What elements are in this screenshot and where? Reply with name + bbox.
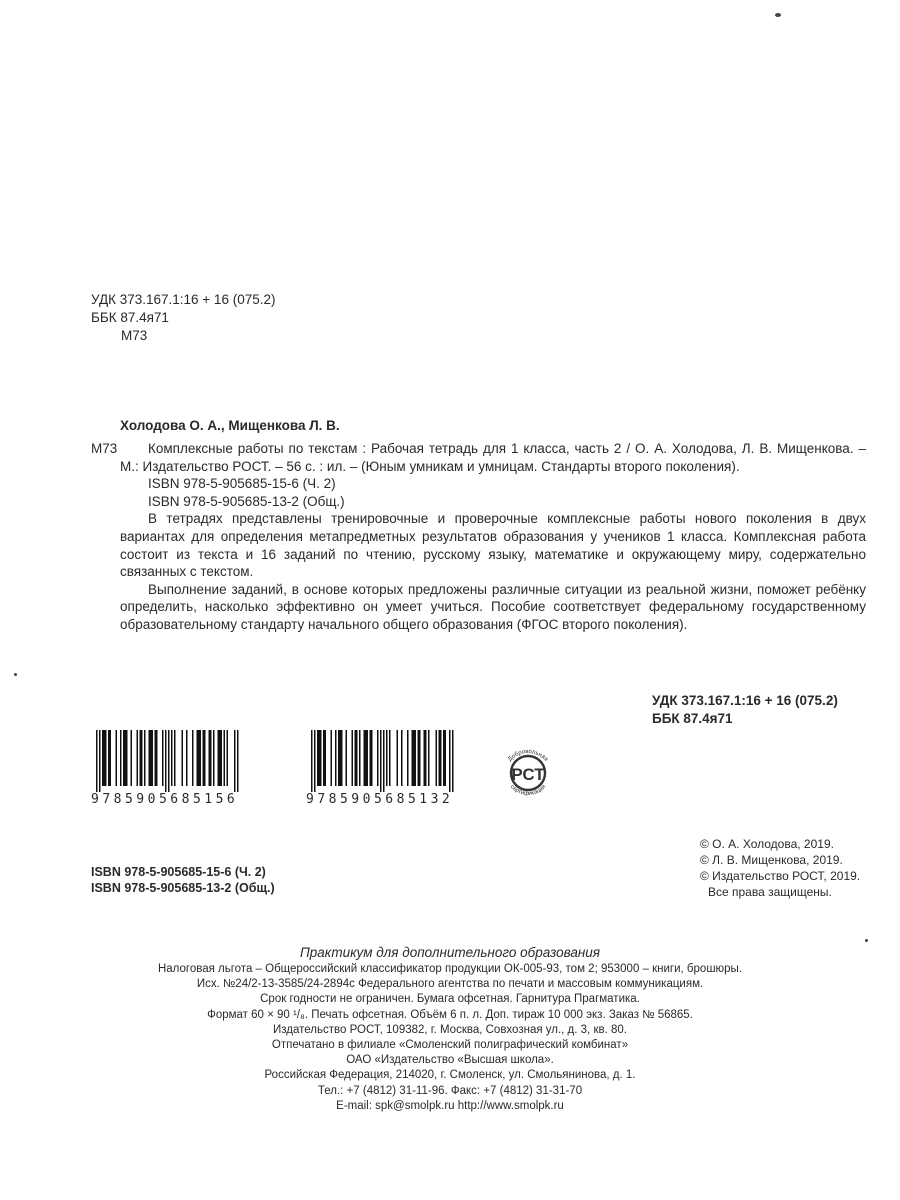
isbn-general: ISBN 978-5-905685-13-2 (Общ.) <box>91 881 275 895</box>
barcode-bar <box>198 730 200 786</box>
barcode-bar <box>341 730 343 786</box>
barcode-bar <box>156 730 158 786</box>
barcode-number: 9785905685156 <box>91 792 239 807</box>
barcode-bar <box>168 730 170 792</box>
barcode-bar <box>125 730 127 786</box>
barcode-bar <box>428 730 430 786</box>
barcode-general <box>306 730 456 807</box>
barcode-bar <box>415 730 417 786</box>
barcode-bar <box>319 730 321 786</box>
barcode-bar <box>209 730 211 786</box>
barcode-bar <box>210 730 212 786</box>
barcode-bar <box>186 730 188 786</box>
barcode-bar <box>367 730 369 786</box>
isbn-part: ISBN 978-5-905685-15-6 (Ч. 2) <box>91 865 266 879</box>
barcode-bar <box>149 730 151 786</box>
bibliographic-entry <box>120 440 866 634</box>
barcode-bar <box>104 730 106 786</box>
barcode-bar <box>412 730 414 786</box>
isbn-block <box>91 864 275 896</box>
scan-speck <box>775 13 781 17</box>
imprint-line: Формат 60 × 90 ¹/₈. Печать офсетная. Объём 6 п. л. Доп. тираж 10 000 экз. Заказ № 56865. <box>207 1008 693 1021</box>
barcode-bars <box>91 730 241 792</box>
barcode-bar <box>325 730 327 786</box>
barcode-bar <box>317 730 319 786</box>
author-mark: М73 <box>121 328 148 343</box>
barcode-bar <box>452 730 454 792</box>
barcode-bar <box>370 730 372 786</box>
barcode-bar <box>386 730 388 786</box>
copyright-publisher: © Издательство РОСТ, 2019. <box>700 869 861 883</box>
barcode-bar <box>419 730 421 786</box>
barcode-bar <box>449 730 451 792</box>
entry-isbn-general: ISBN 978-5-905685-13-2 (Общ.) <box>148 493 345 509</box>
barcode-bar <box>110 730 112 786</box>
certification-mark <box>497 742 559 804</box>
barcode-bars <box>306 730 456 792</box>
barcode-bar <box>314 730 316 792</box>
udk-code: УДК 373.167.1:16 + 16 (075.2) <box>91 292 276 307</box>
barcode-bar <box>237 730 239 792</box>
title-description: Комплексные работы по текстам : Рабочая тетрадь для 1 класса, часть 2 / О. А. Холодова, Л. В. Мищенкова. – М.: Издательство РОСТ. – 56 с. : ил. – (Юным умникам и умницам. Стандарты второго поколения). <box>120 441 866 474</box>
copyright-block <box>700 836 860 900</box>
barcode-bar <box>165 730 167 792</box>
barcode-bar <box>126 730 128 786</box>
barcode-bar <box>445 730 447 786</box>
barcode-bar <box>352 730 354 786</box>
barcode-number: 9785905685132 <box>306 792 454 807</box>
barcode-bar <box>221 730 223 786</box>
barcode-bar <box>340 730 342 786</box>
rights-reserved: Все права защищены. <box>708 885 832 899</box>
barcode-bar <box>413 730 415 786</box>
barcode-bar <box>137 730 139 786</box>
barcode-bar <box>365 730 367 786</box>
imprint-line: Срок годности не ограничен. Бумага офсетная. Гарнитура Прагматика. <box>260 993 640 1006</box>
barcode-bar <box>213 730 215 786</box>
barcode-bar <box>227 730 229 786</box>
barcode-bar <box>389 730 391 786</box>
annotation-paragraph-2: Выполнение заданий, в основе которых предложены различные ситуации из реальной жизни, поможет ребёнку определить, насколько эффективно он умеет учиться. Пособие соответствует федеральному государственному образовательному стандарту начального общего образования (ФГОС второго поколения). <box>120 581 866 632</box>
barcode-bar <box>407 730 409 786</box>
barcode-part-2 <box>91 730 241 807</box>
barcode-bar <box>418 730 420 786</box>
barcode-bar <box>338 730 340 786</box>
barcode-bar <box>234 730 236 792</box>
barcode-bar <box>155 730 157 786</box>
barcode-bar <box>355 730 357 786</box>
barcode-bar <box>397 730 399 786</box>
barcode-bar <box>364 730 366 786</box>
barcode-bar <box>346 730 348 786</box>
bbk-code-right: ББК 87.4я71 <box>652 711 733 726</box>
entry-isbn-part: ISBN 978-5-905685-15-6 (Ч. 2) <box>148 476 336 492</box>
barcode-bar <box>102 730 104 786</box>
barcode-bar <box>218 730 220 786</box>
imprint-line: ОАО «Издательство «Высшая школа». <box>346 1054 554 1067</box>
barcode-bar <box>203 730 205 786</box>
barcode-bar <box>123 730 125 786</box>
imprint-line: Отпечатано в филиале «Смоленский полиграфический комбинат» <box>271 1039 629 1052</box>
barcode-bar <box>425 730 427 786</box>
barcode-bar <box>424 730 426 786</box>
barcode-bar <box>144 730 146 786</box>
top-index-block <box>91 291 275 345</box>
cert-bottom-text: сертификация <box>508 783 548 798</box>
imprint-line: Исх. №24/2-13-3585/24-2894с Федерального агентства по печати и массовым коммуникациям. <box>196 978 704 991</box>
barcode-bar <box>377 730 379 786</box>
barcode-bar <box>436 730 438 786</box>
barcode-bar <box>323 730 325 786</box>
barcode-bar <box>443 730 445 786</box>
barcode-bar <box>171 730 173 786</box>
bbk-code: ББК 87.4я71 <box>91 310 169 325</box>
barcode-bar <box>359 730 361 786</box>
barcode-bar <box>162 730 164 786</box>
imprint-block <box>90 944 810 1114</box>
barcode-bar <box>140 730 142 786</box>
imprint-line: Налоговая льгота – Общероссийский классификатор продукции ОК-005-93, том 2; 953000 – книги, брошюры. <box>157 963 743 975</box>
barcode-bar <box>105 730 107 786</box>
barcode-bar <box>174 730 176 786</box>
entry-author-mark: М73 <box>91 441 118 456</box>
cert-letters: РСТ <box>511 765 545 784</box>
barcode-bar <box>371 730 373 786</box>
barcode-bar <box>192 730 194 786</box>
barcode-bar <box>439 730 441 786</box>
right-index-block <box>652 692 838 728</box>
cert-top-text: Добровольная <box>507 748 549 763</box>
barcode-bar <box>204 730 206 786</box>
annotation-paragraph-1: В тетрадях представлены тренировочные и проверочные комплексные работы нового поколения в двух вариантах для определения метапредметных результатов образования у учеников 1 класса. Комплексная работа состоит из текста и 16 заданий по чтению, русскому языку, математике и окружающему миру, содержательно связанных с текстом. <box>120 511 866 580</box>
scan-speck <box>865 939 868 942</box>
barcode-bar <box>311 730 313 792</box>
barcode-bar <box>96 730 98 792</box>
barcode-bar <box>440 730 442 786</box>
barcode-bar <box>401 730 403 786</box>
barcode-bar <box>150 730 152 786</box>
barcode-bar <box>120 730 122 786</box>
barcode-bar <box>200 730 202 786</box>
imprint-line: Российская Федерация, 214020, г. Смоленск, ул. Смольянинова, д. 1. <box>264 1069 636 1082</box>
barcode-bar <box>152 730 154 786</box>
barcode-bar <box>356 730 358 786</box>
imprint-line: Издательство РОСТ, 109382, г. Москва, Совхозная ул., д. 3, кв. 80. <box>273 1023 627 1036</box>
copyright-author-2: © Л. В. Мищенкова, 2019. <box>700 853 843 867</box>
barcode-bar <box>116 730 118 786</box>
barcode-bar <box>99 730 101 792</box>
barcode-bar <box>335 730 337 786</box>
barcode-bar <box>383 730 385 792</box>
barcode-bar <box>108 730 110 786</box>
copyright-author-1: © О. А. Холодова, 2019. <box>700 837 834 851</box>
imprint-lead: Практикум для дополнительного образования <box>300 945 600 960</box>
imprint-line: E-mail: spk@smolpk.ru http://www.smolpk.ru <box>336 1099 564 1112</box>
scan-speck <box>14 673 17 676</box>
author-heading: Холодова О. А., Мищенкова Л. В. <box>120 418 340 433</box>
imprint-line: Тел.: +7 (4812) 31-11-96. Факс: +7 (4812) 31-31-70 <box>317 1084 583 1097</box>
barcode-bar <box>182 730 184 786</box>
barcode-bar <box>224 730 226 786</box>
barcode-bar <box>320 730 322 786</box>
barcode-bar <box>197 730 199 786</box>
barcode-bar <box>331 730 333 786</box>
barcode-bar <box>141 730 143 786</box>
udk-code-right: УДК 373.167.1:16 + 16 (075.2) <box>652 693 838 708</box>
barcode-bar <box>219 730 221 786</box>
barcode-bar <box>131 730 133 786</box>
barcode-bar <box>380 730 382 792</box>
